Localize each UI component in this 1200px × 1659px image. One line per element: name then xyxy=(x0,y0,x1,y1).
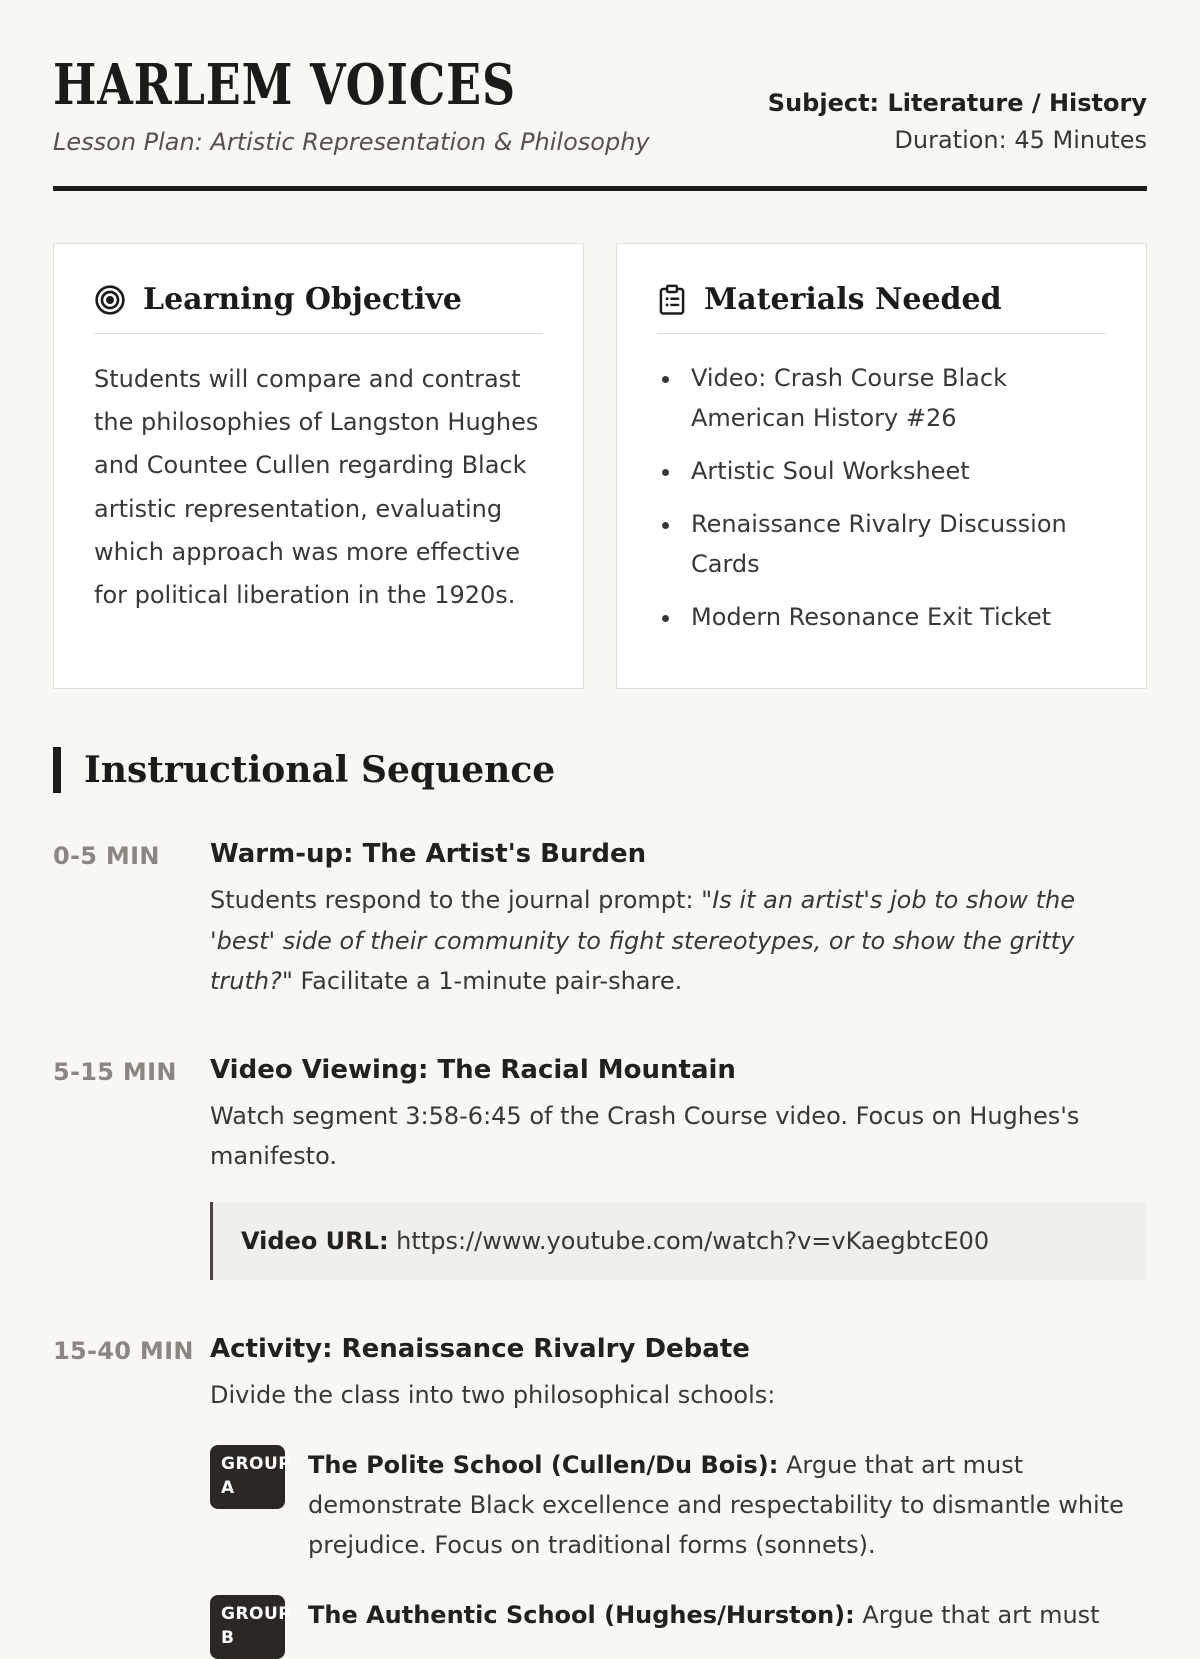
step-video-viewing xyxy=(53,1055,1147,1280)
step-title: Activity: Renaissance Rivalry Debate xyxy=(210,1333,750,1364)
learning-objective-title-row xyxy=(94,282,543,334)
section-title: Instructional Sequence xyxy=(84,749,556,792)
group-a-row xyxy=(210,1445,1147,1565)
step-time-label: 15-40 MIN xyxy=(53,1336,194,1365)
group-a-description xyxy=(308,1445,1147,1565)
instructional-sequence-heading xyxy=(53,747,1147,793)
learning-objective-card xyxy=(53,243,584,689)
header-divider xyxy=(53,186,1147,191)
header-meta xyxy=(768,89,1147,156)
sequence-steps xyxy=(53,839,1147,1658)
step-description: Watch segment 3:58-6:45 of the Crash Course video. Focus on Hughes's manifesto. xyxy=(210,1101,1080,1170)
prompt-prefix: Students respond to the journal prompt: xyxy=(210,886,702,915)
group-a-text: Argue that art must demonstrate Black excellence and respectability to dismantle white prejudice. Focus on traditional forms (sonnets). xyxy=(308,1450,1124,1560)
group-a-badge: GROUP A xyxy=(210,1445,285,1509)
step-description: Divide the class into two philosophical schools: xyxy=(210,1380,776,1409)
journal-prompt-quote: "Is it an artist's job to show the 'best' side of their community to fight stereotypes, or to show the gritty truth?" xyxy=(210,886,1075,995)
step-debate-activity xyxy=(53,1334,1147,1659)
materials-list xyxy=(657,358,1106,637)
list-item: • Video: Crash Course Black American History #26 xyxy=(683,358,1106,438)
video-url-callout xyxy=(210,1202,1147,1280)
clipboard-icon xyxy=(657,284,687,316)
step-description xyxy=(210,880,1147,1000)
step-time-label: 0-5 MIN xyxy=(53,842,160,871)
step-content xyxy=(210,839,1147,1000)
step-time-label: 5-15 MIN xyxy=(53,1057,177,1086)
debate-groups xyxy=(210,1445,1147,1659)
step-title: Warm-up: The Artist's Burden xyxy=(210,839,647,870)
video-url-label: Video URL: xyxy=(241,1226,389,1255)
group-b-text: Argue that art must xyxy=(854,1601,1100,1630)
section-accent-bar xyxy=(53,747,61,793)
list-item: • Modern Resonance Exit Ticket xyxy=(683,597,1106,637)
step-warm-up xyxy=(53,839,1147,1000)
step-title: Video Viewing: The Racial Mountain xyxy=(210,1054,736,1085)
group-b-badge: GROUP B xyxy=(210,1595,285,1659)
subject-label: Subject: Literature / History xyxy=(767,89,1147,117)
group-b-description xyxy=(308,1595,1100,1659)
video-url-value: https://www.youtube.com/watch?v=vKaegbtcE00 xyxy=(388,1226,990,1255)
page-title: HARLEM VOICES xyxy=(53,52,516,118)
page-header xyxy=(53,52,1147,156)
masthead xyxy=(53,52,650,156)
prompt-suffix: Facilitate a 1-minute pair-share. xyxy=(292,966,683,995)
materials-needed-card xyxy=(616,243,1147,689)
group-b-lead: The Authentic School (Hughes/Hurston): xyxy=(308,1601,855,1630)
list-item: • Artistic Soul Worksheet xyxy=(683,451,1106,491)
target-icon xyxy=(94,284,126,316)
info-cards xyxy=(53,243,1147,689)
learning-objective-title: Learning Objective xyxy=(143,282,462,317)
materials-needed-title: Materials Needed xyxy=(704,282,1002,317)
group-b-row xyxy=(210,1595,1147,1659)
learning-objective-text: Students will compare and contrast the philosophies of Langston Hughes and Countee Cullen regarding Black artistic representation, evaluating which approach was more effective for political liberation in the 1920s. xyxy=(94,365,539,609)
duration-label: Duration: 45 Minutes xyxy=(894,126,1147,154)
page-subtitle: Lesson Plan: Artistic Representation & Philosophy xyxy=(53,128,650,156)
group-a-lead: The Polite School (Cullen/Du Bois): xyxy=(308,1450,779,1479)
step-content xyxy=(210,1334,1147,1659)
materials-needed-title-row xyxy=(657,282,1106,334)
list-item: • Renaissance Rivalry Discussion Cards xyxy=(683,504,1106,584)
step-content xyxy=(210,1055,1147,1280)
